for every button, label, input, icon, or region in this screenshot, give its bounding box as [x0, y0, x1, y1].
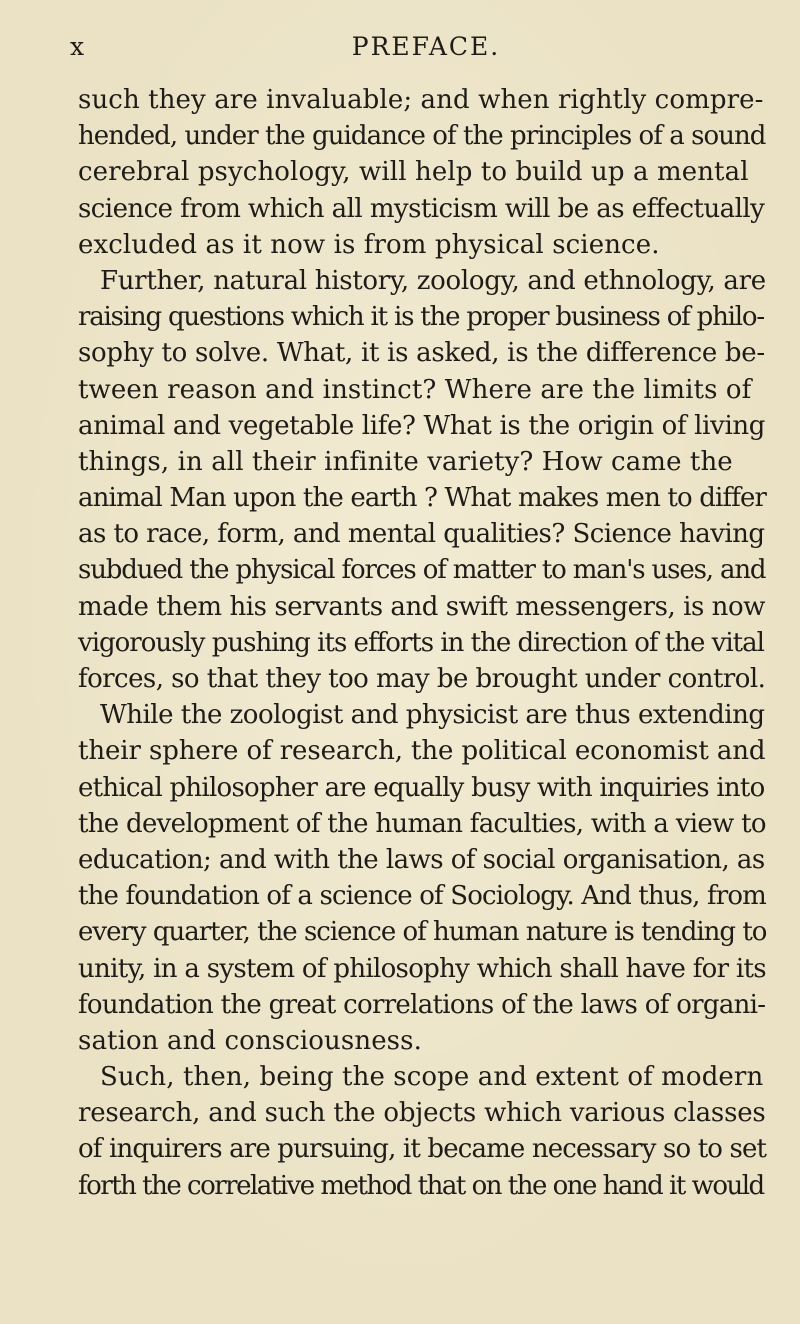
text-line: ethical philosopher are equally busy with inquiries into: [78, 772, 765, 803]
text-line: animal and vegetable life? What is the origin of living: [78, 410, 766, 441]
body-text: [78, 82, 766, 1204]
text-line: raising questions which it is the proper business of philo-: [78, 302, 764, 333]
text-line: made them his servants and swift messengers, is now: [78, 591, 765, 622]
text-line: of inquirers are pursuing, it became necessary so to set: [78, 1134, 767, 1165]
text-line: tween reason and instinct? Where are the limits of: [78, 374, 752, 405]
text-line: science from which all mysticism will be as effectually: [78, 193, 765, 224]
text-line: the development of the human faculties, with a view to: [78, 808, 766, 839]
paragraph-start-line: While the zoologist and physicist are thus extending: [100, 700, 765, 731]
text-line: such they are invaluable; and when rightly compre-: [78, 85, 764, 115]
text-line: hended, under the guidance of the principles of a sound: [78, 121, 766, 152]
text-line: animal Man upon the earth ? What makes men to differ: [78, 483, 767, 514]
text-line: the foundation of a science of Sociology. And thus, from: [78, 881, 766, 912]
text-line: sophy to solve. What, it is asked, is the difference be-: [78, 338, 765, 369]
text-line: as to race, form, and mental qualities? Science having: [78, 519, 765, 550]
text-line: excluded as it now is from physical science.: [78, 229, 660, 260]
paragraph-start-line: Such, then, being the scope and extent of modern: [100, 1062, 764, 1093]
text-line: subdued the physical forces of matter to man's uses, and: [78, 555, 766, 586]
page-number: x: [70, 32, 86, 61]
text-line: forces, so that they too may be brought under control.: [78, 664, 766, 694]
text-line: cerebral psychology, will help to build up a mental: [78, 157, 749, 188]
text-line: foundation the great correlations of the laws of organi-: [78, 989, 766, 1020]
paragraph-start-line: Further, natural history, zoology, and ethnology, are: [100, 265, 766, 296]
text-line: unity, in a system of philosophy which shall have for its: [78, 953, 766, 984]
text-line: things, in all their infinite variety? How came the: [78, 446, 733, 477]
text-line: their sphere of research, the political economist and: [78, 736, 766, 767]
text-line: research, and such the objects which various classes: [78, 1098, 766, 1129]
text-line: every quarter, the science of human nature is tending to: [78, 917, 767, 948]
text-line: vigorously pushing its efforts in the direction of the vital: [78, 627, 764, 658]
text-line: forth the correlative method that on the one hand it would: [78, 1170, 764, 1201]
text-line: education; and with the laws of social organisation, as: [78, 844, 765, 875]
text-line: sation and consciousness.: [78, 1025, 422, 1056]
running-title: PREFACE.: [351, 32, 501, 61]
running-head: [70, 32, 760, 68]
